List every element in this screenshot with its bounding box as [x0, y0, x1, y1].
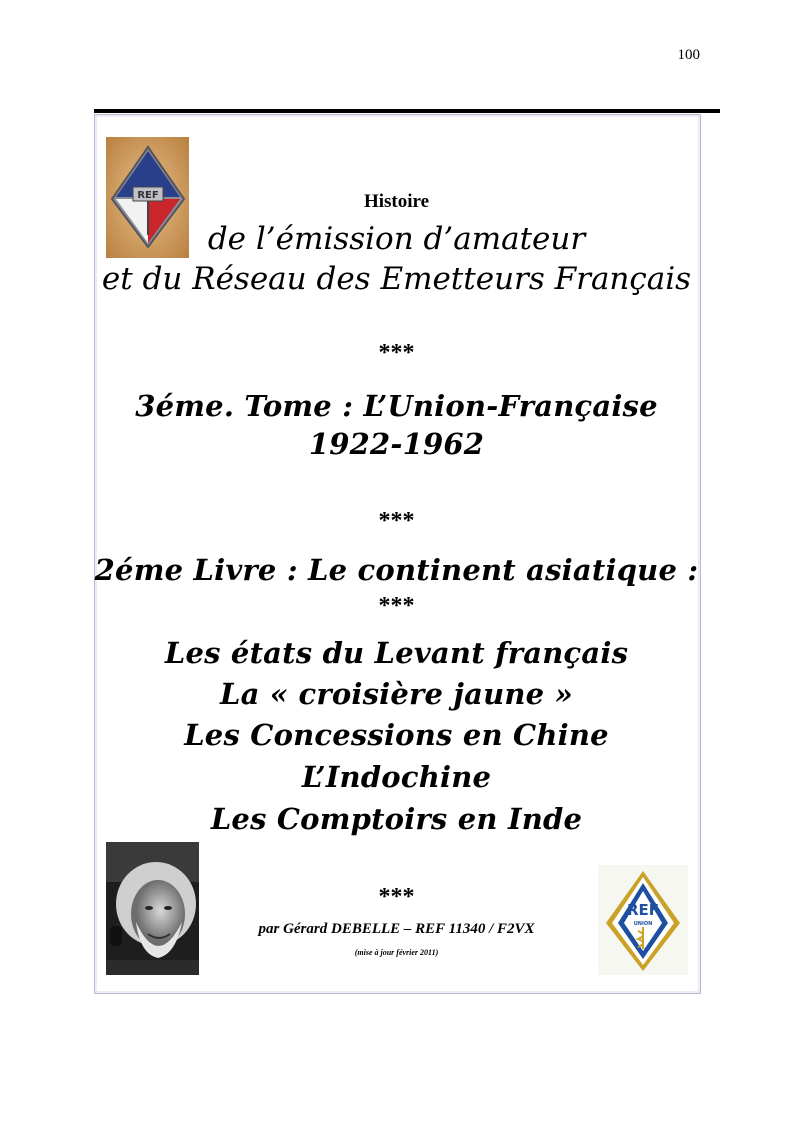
- separator-4: ***: [378, 884, 415, 910]
- logo-text: REF: [626, 901, 660, 919]
- heading-histoire: Histoire: [363, 191, 430, 212]
- topic-croisiere-jaune: La « croisière jaune »: [220, 677, 573, 711]
- page-number: 100: [677, 47, 700, 63]
- topic-levant: Les états du Levant français: [164, 636, 629, 670]
- livre-title: 2éme Livre : Le continent asiatique :: [94, 553, 699, 587]
- title-line-2: et du Réseau des Emetteurs Français: [101, 261, 692, 297]
- separator-2: ***: [378, 508, 415, 534]
- tome-years: 1922-1962: [308, 427, 485, 461]
- title-line-1: de l’émission d’amateur: [207, 221, 586, 257]
- topic-comptoirs-inde: Les Comptoirs en Inde: [210, 802, 583, 836]
- ref-union-logo: [598, 865, 688, 975]
- separator-1: ***: [378, 340, 415, 366]
- header-rule: [94, 109, 720, 113]
- topic-concessions-chine: Les Concessions en Chine: [184, 718, 609, 752]
- update-note: (mise à jour février 2011): [354, 948, 439, 957]
- logo-subtext: UNION: [633, 921, 653, 927]
- topic-indochine: L’Indochine: [301, 760, 492, 794]
- pin-badge-text: REF: [137, 190, 159, 201]
- tome-title: 3éme. Tome : L’Union-Française: [135, 389, 658, 423]
- separator-3: ***: [378, 593, 415, 619]
- author-portrait: [106, 842, 199, 975]
- author-line: par Gérard DEBELLE – REF 11340 / F2VX: [258, 921, 535, 937]
